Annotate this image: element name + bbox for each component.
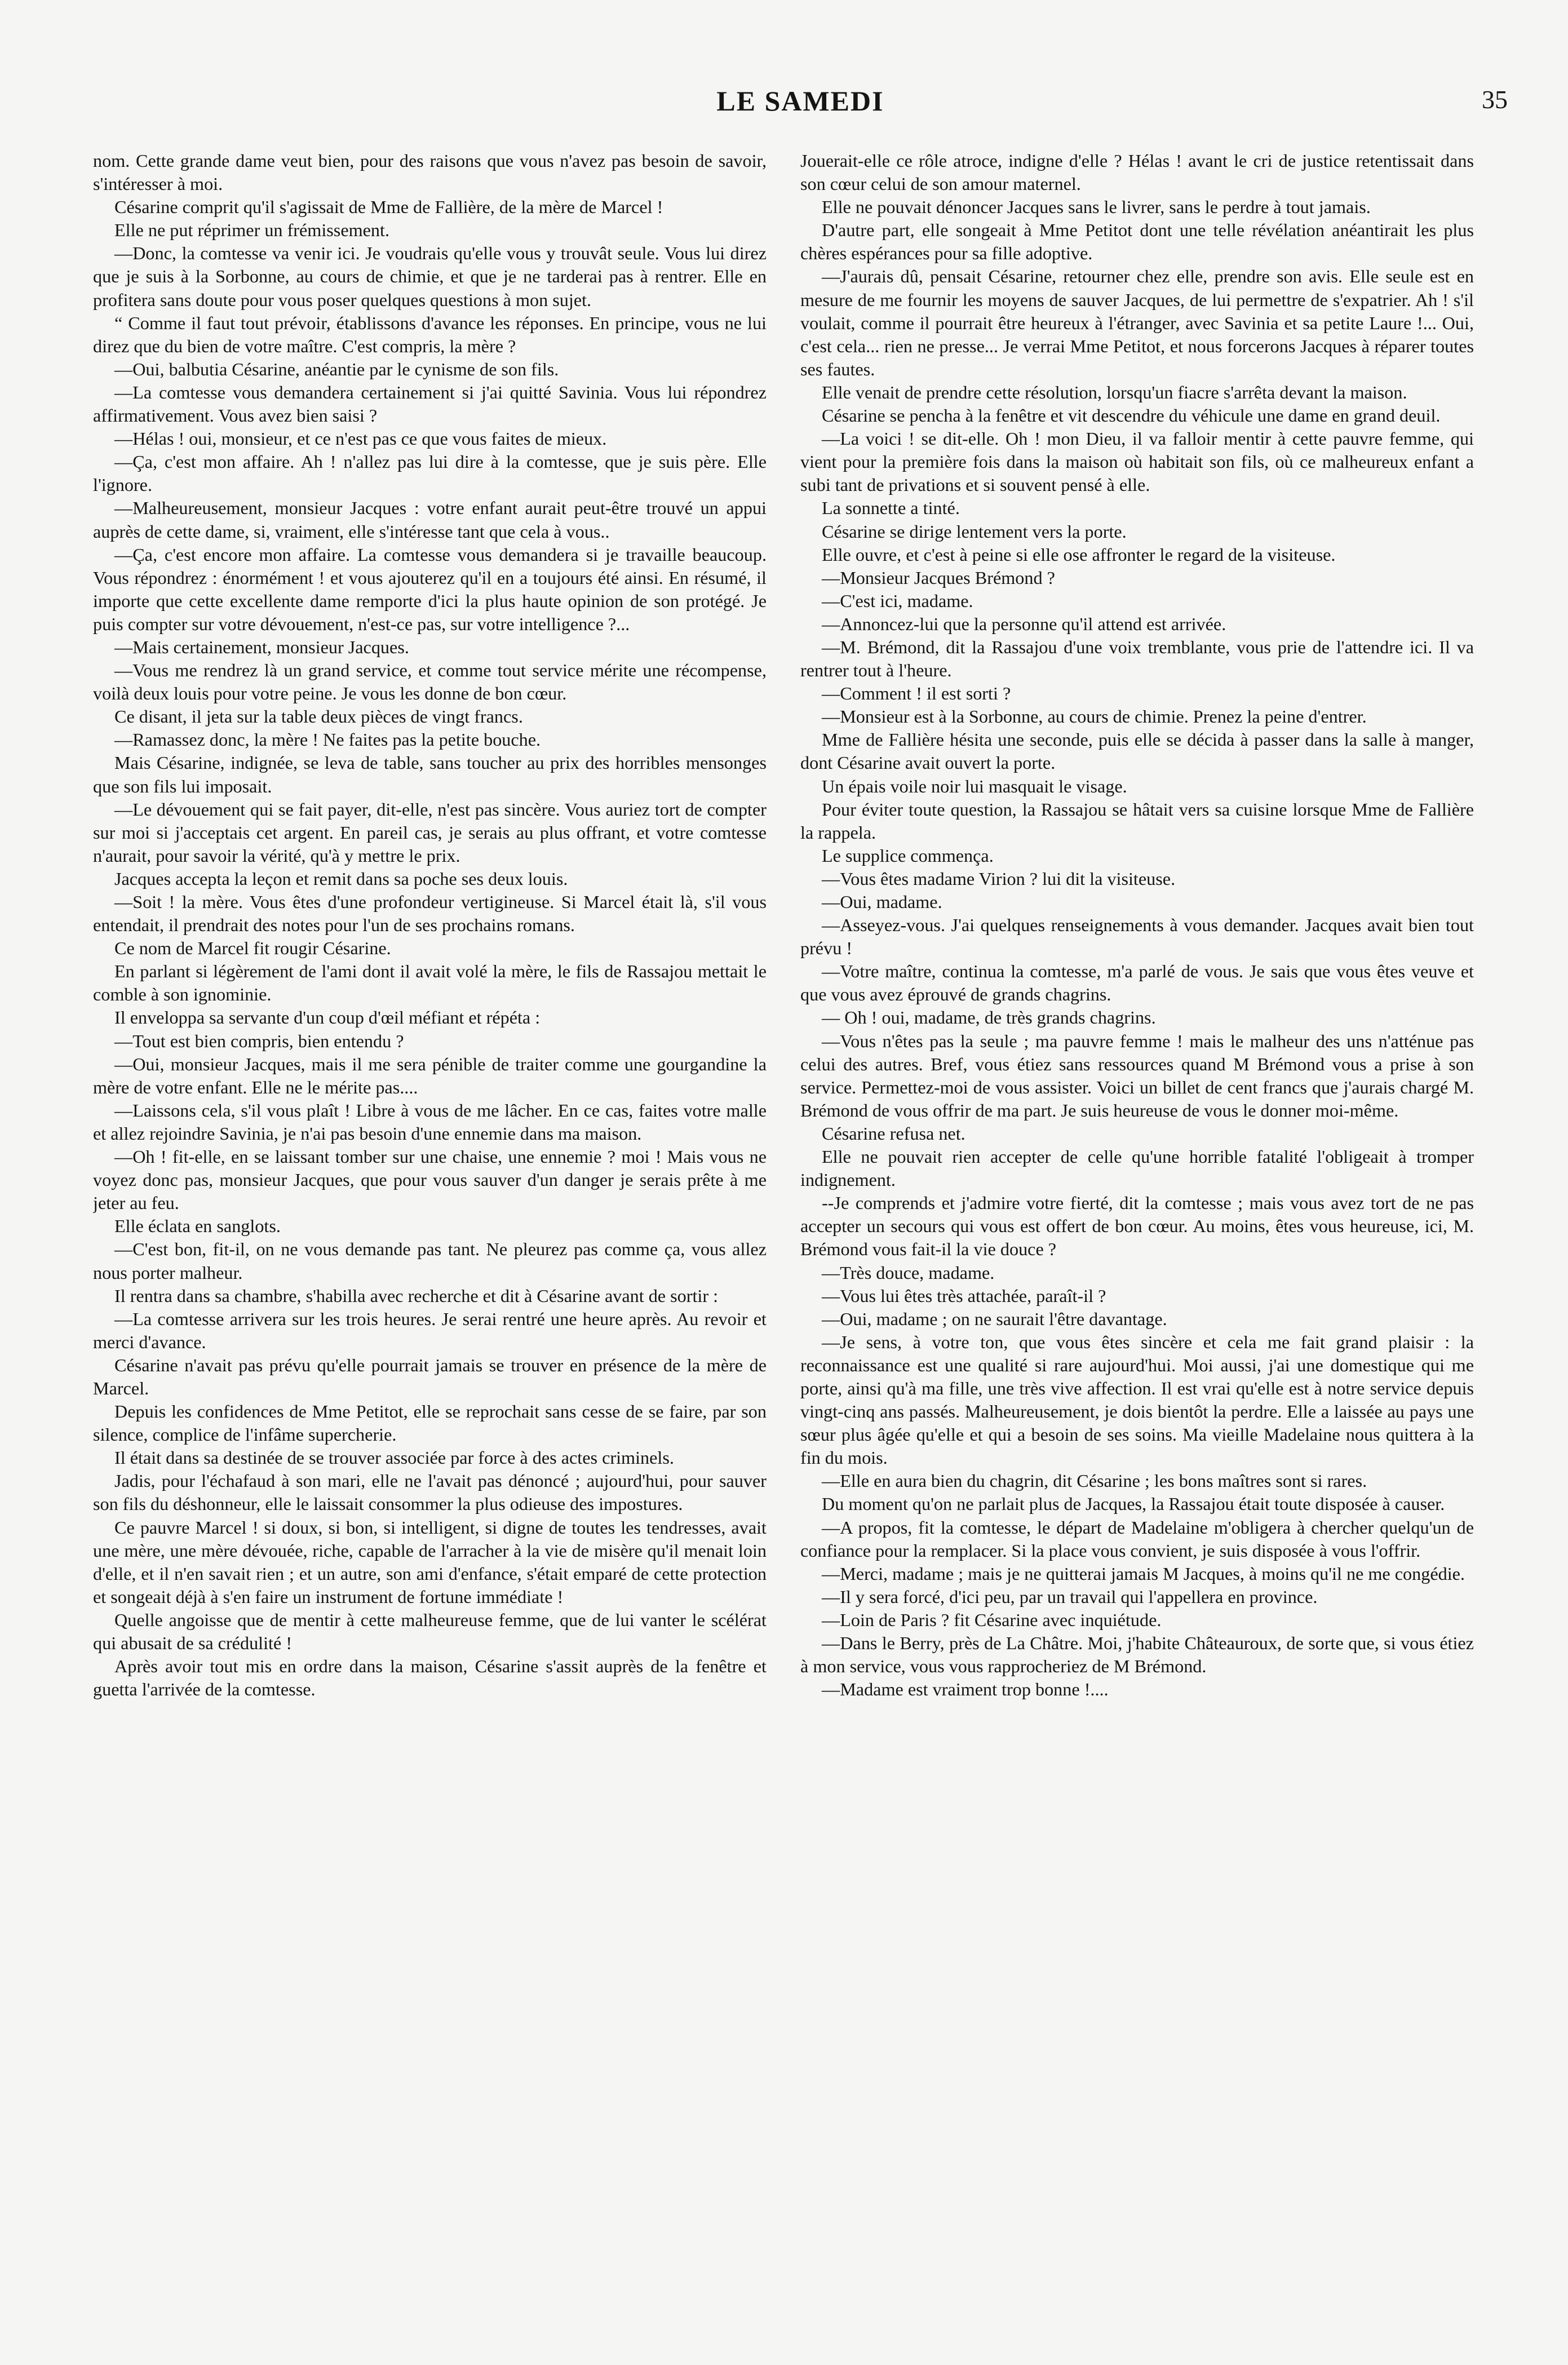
paragraph: Ce disant, il jeta sur la table deux pièces de vingt francs. [114,706,523,727]
paragraph: Jacques accepta la leçon et remit dans sa poche ses deux louis. [114,868,568,889]
paragraph: —Vous êtes madame Virion ? lui dit la visiteuse. [822,868,1176,889]
paragraph: —Il y sera forcé, d'ici peu, par un travail qui l'appellera en province. [822,1586,1318,1607]
paragraph: —Ça, c'est encore mon affaire. La comtesse vous demandera si je travaille beaucoup. Vous répondrez : énormément ! et vous ajouterez qu'il en a toujours été ainsi. En résumé, il importe que cette excellente dame remporte d'ici la plus haute opinion de son protégé. Je puis compter sur votre dévouement, n'est-ce pas, sur votre intelligence ?... [93,544,767,634]
paragraph: —Madame est vraiment trop bonne !.... [822,1679,1109,1700]
paragraph: —Vous lui êtes très attachée, paraît-il ? [822,1285,1106,1306]
right-text-column [800,149,1474,2325]
paragraph: —Oui, madame. [822,892,942,912]
page-header [93,85,1508,124]
paragraph: —Soit ! la mère. Vous êtes d'une profondeur vertigineuse. Si Marcel était là, s'il vous entendait, il prendrait des notes pour l'un de ses prochains romans. [93,892,767,936]
paragraph: Un épais voile noir lui masquait le visage. [822,776,1127,796]
paragraph: Césarine refusa net. [822,1123,965,1144]
paragraph: —La voici ! se dit-elle. Oh ! mon Dieu, il va falloir mentir à cette pauvre femme, qui vient pour la première fois dans la maison où habitait son fils, où ce malheureux enfant a subi tant de privations et si souvent pensé à elle. [800,428,1474,495]
paragraph: —Votre maître, continua la comtesse, m'a parlé de vous. Je sais que vous êtes veuve et que vous avez éprouvé de grands chagrins. [800,961,1474,1005]
left-text-column [93,149,767,2325]
paragraph: Le supplice commença. [822,845,994,866]
paragraph: —Tout est bien compris, bien entendu ? [114,1030,404,1051]
paragraph: Après avoir tout mis en ordre dans la maison, Césarine s'assit auprès de la fenêtre et guetta l'arrivée de la comtesse. [93,1656,767,1700]
paragraph: Elle ouvre, et c'est à peine si elle ose affronter le regard de la visiteuse. [822,544,1336,565]
paragraph: Jouerait-elle ce rôle atroce, indigne d'elle ? Hélas ! avant le cri de justice retentissait dans son cœur celui de son amour maternel. [800,150,1474,194]
paragraph: Jadis, pour l'échafaud à son mari, elle ne l'avait pas dénoncé ; aujourd'hui, pour sauver son fils du déshonneur, elle le laissait consommer la plus odieuse des impostures. [93,1471,767,1514]
paragraph: Elle ne pouvait rien accepter de celle qu'une horrible fatalité l'obligeait à tromper indignement. [800,1146,1474,1190]
paragraph: Elle ne pouvait dénoncer Jacques sans le livrer, sans le perdre à tout jamais. [822,197,1371,218]
paragraph: Quelle angoisse que de mentir à cette malheureuse femme, que de lui vanter le scélérat qui abusait de sa crédulité ! [93,1609,767,1653]
paragraph: —Annoncez-lui que la personne qu'il attend est arrivée. [822,613,1226,634]
paragraph: —Malheureusement, monsieur Jacques : votre enfant aurait peut-être trouvé un appui auprès de cette dame, si, vraiment, elle s'intéresse tant que cela à vous.. [93,498,767,542]
paragraph: —Asseyez-vous. J'ai quelques renseignements à vous demander. Jacques avait bien tout prévu ! [800,915,1474,959]
paragraph: Césarine se dirige lentement vers la porte. [822,521,1127,542]
paragraph: D'autre part, elle songeait à Mme Petitot dont une telle révélation anéantirait les plus chères espérances pour sa fille adoptive. [800,220,1474,264]
paragraph: Pour éviter toute question, la Rassajou se hâtait vers sa cuisine lorsque Mme de Fallière la rappela. [800,799,1474,843]
paragraph: Césarine comprit qu'il s'agissait de Mme de Fallière, de la mère de Marcel ! [114,197,663,218]
paragraph: —Ça, c'est mon affaire. Ah ! n'allez pas lui dire à la comtesse, que je suis père. Elle l'ignore. [93,451,767,495]
paragraph: Elle éclata en sanglots. [114,1216,281,1237]
paragraph: —C'est ici, madame. [822,590,973,611]
paragraph: Il rentra dans sa chambre, s'habilla avec recherche et dit à Césarine avant de sortir : [114,1285,719,1306]
paragraph: —Hélas ! oui, monsieur, et ce n'est pas ce que vous faites de mieux. [114,428,607,449]
paragraph: —Mais certainement, monsieur Jacques. [114,636,409,657]
paragraph: —Loin de Paris ? fit Césarine avec inquiétude. [822,1609,1162,1630]
paragraph: —Vous me rendrez là un grand service, et comme tout service mérite une récompense, voilà deux louis pour votre peine. Je vous les donne de bon cœur. [93,660,767,704]
paragraph: —Très douce, madame. [822,1262,995,1283]
paragraph: —Comment ! il est sorti ? [822,683,1011,704]
paragraph: —Laissons cela, s'il vous plaît ! Libre à vous de me lâcher. En ce cas, faites votre malle et allez rejoindre Savinia, je n'ai pas besoin d'une ennemie dans ma maison. [93,1100,767,1144]
paragraph: “ Comme il faut tout prévoir, établissons d'avance les réponses. En principe, vous ne lui direz que du bien de votre maître. C'est compris, la mère ? [93,312,767,356]
paragraph: Depuis les confidences de Mme Petitot, elle se reprochait sans cesse de se faire, par son silence, complice de l'infâme supercherie. [93,1401,767,1445]
paragraph: nom. Cette grande dame veut bien, pour des raisons que vous n'avez pas besoin de savoir, s'intéresser à moi. [93,150,767,194]
paragraph: Ce pauvre Marcel ! si doux, si bon, si intelligent, si digne de toutes les tendresses, avait une mère, une mère dévouée, riche, capable de l'arracher à la vie de misère qu'il menait loin d'elle, et il n'en savait rien ; et un autre, son ami d'enfance, s'était emparé de cette protection et songeait déjà à s'en faire un instrument de fortune immédiate ! [93,1517,767,1607]
paragraph: Il était dans sa destinée de se trouver associée par force à des actes criminels. [114,1447,674,1468]
paragraph: Elle venait de prendre cette résolution, lorsqu'un fiacre s'arrêta devant la maison. [822,382,1407,402]
paragraph: —La comtesse vous demandera certainement si j'ai quitté Savinia. Vous lui répondrez affirmativement. Vous avez bien saisi ? [93,382,767,426]
paragraph: Mme de Fallière hésita une seconde, puis elle se décida à passer dans la salle à manger, dont Césarine avait ouvert la porte. [800,729,1474,773]
paragraph: —J'aurais dû, pensait Césarine, retourner chez elle, prendre son avis. Elle seule est en mesure de me fournir les moyens de sauver Jacques, de lui permettre de s'expatrier. Ah ! s'il voulait, comme il pourrait être heureux à l'étranger, avec Savinia et sa petite Laure !... Oui, c'est cela... rien ne presse... Je verrai Mme Petitot, et nous forcerons Jacques à réparer toutes ses fautes. [800,266,1474,379]
paragraph: —Oui, balbutia Césarine, anéantie par le cynisme de son fils. [114,358,559,379]
paragraph: —Monsieur est à la Sorbonne, au cours de chimie. Prenez la peine d'entrer. [822,706,1367,727]
paragraph: —Ramassez donc, la mère ! Ne faites pas la petite bouche. [114,729,541,750]
paragraph: —M. Brémond, dit la Rassajou d'une voix tremblante, vous prie de l'attendre ici. Il va rentrer tout à l'heure. [800,636,1474,681]
paragraph: —Vous n'êtes pas la seule ; ma pauvre femme ! mais le malheur des uns n'atténue pas celui des autres. Bref, vous étiez sans ressources quand M Brémond vous a prise à son service. Permettez-moi de vous assister. Voici un billet de cent francs que j'aurais chargé M. Brémond de vous offrir de ma part. Je suis heureuse de vous le donner moi-même. [800,1030,1474,1121]
paragraph: — Oh ! oui, madame, de très grands chagrins. [822,1007,1156,1028]
paragraph: —Je sens, à votre ton, que vous êtes sincère et cela me fait grand plaisir : la reconnaissance est une qualité si rare aujourd'hui. Moi aussi, j'ai une domestique qui me porte, ainsi qu'à ma fille, une très vive affection. Il est vrai qu'elle est à notre service depuis vingt-cinq ans passés. Malheureusement, je dois bientôt la perdre. Elle a laissée au pays une sœur plus âgée qu'elle et qui a besoin de ses soins. Ma vieille Madelaine nous quittera à la fin du mois. [800,1331,1474,1468]
paragraph: —C'est bon, fit-il, on ne vous demande pas tant. Ne pleurez pas comme ça, vous allez nous porter malheur. [93,1239,767,1283]
paragraph: Du moment qu'on ne parlait plus de Jacques, la Rassajou était toute disposée à causer. [822,1494,1445,1514]
paragraph: Il enveloppa sa servante d'un coup d'œil méfiant et répéta : [114,1007,541,1028]
paragraph: —Oh ! fit-elle, en se laissant tomber sur une chaise, une ennemie ? moi ! Mais vous ne voyez donc pas, monsieur Jacques, que pour vous sauver d'un danger je serais prête à me jeter au feu. [93,1146,767,1213]
paragraph: Césarine n'avait pas prévu qu'elle pourrait jamais se trouver en présence de la mère de Marcel. [93,1354,767,1398]
page-number: 35 [1482,85,1508,114]
paragraph: —Monsieur Jacques Brémond ? [822,567,1055,588]
page-title: LE SAMEDI [716,85,884,117]
paragraph: Mais Césarine, indignée, se leva de table, sans toucher au prix des horribles mensonges que son fils lui imposait. [93,752,767,796]
paragraph: —La comtesse arrivera sur les trois heures. Je serai rentré une heure après. Au revoir et merci d'avance. [93,1308,767,1352]
paragraph: —A propos, fit la comtesse, le départ de Madelaine m'obligera à chercher quelqu'un de confiance pour la remplacer. Si la place vous convient, je suis disposée à vous l'offrir. [800,1517,1474,1561]
paragraph: —Elle en aura bien du chagrin, dit Césarine ; les bons maîtres sont si rares. [822,1471,1367,1491]
paragraph: En parlant si légèrement de l'ami dont il avait volé la mère, le fils de Rassajou mettait le comble à son ignominie. [93,961,767,1005]
paragraph: —Dans le Berry, près de La Châtre. Moi, j'habite Châteauroux, de sorte que, si vous étiez à mon service, vous vous rapprocheriez de M Brémond. [800,1633,1474,1677]
paragraph: Césarine se pencha à la fenêtre et vit descendre du véhicule une dame en grand deuil. [822,405,1441,426]
paragraph: La sonnette a tinté. [822,498,960,519]
paragraph: —Oui, monsieur Jacques, mais il me sera pénible de traiter comme une gourgandine la mère de votre enfant. Elle ne le mérite pas.... [93,1053,767,1097]
paragraph: Elle ne put réprimer un frémissement. [114,220,390,241]
paragraph: --Je comprends et j'admire votre fierté, dit la comtesse ; mais vous avez tort de ne pas accepter un secours qui vous est offert de bon cœur. Au moins, êtes vous heureuse, ici, M. Brémond vous fait-il la vie douce ? [800,1193,1474,1260]
paragraph: —Donc, la comtesse va venir ici. Je voudrais qu'elle vous y trouvât seule. Vous lui direz que je suis à la Sorbonne, au cours de chimie, et que je ne tarderai pas à rentrer. Elle en profitera sans doute pour vous poser quelques questions à mon sujet. [93,243,767,310]
paragraph: —Oui, madame ; on ne saurait l'être davantage. [822,1308,1167,1329]
paragraph: —Le dévouement qui se fait payer, dit-elle, n'est pas sincère. Vous auriez tort de compter sur moi si j'acceptais cet argent. En pareil cas, je serais au plus offrant, et votre comtesse n'aurait, pour savoir la vérité, qu'à y mettre le prix. [93,799,767,866]
paragraph: —Merci, madame ; mais je ne quitterai jamais M Jacques, à moins qu'il ne me congédie. [822,1563,1465,1584]
paragraph: Ce nom de Marcel fit rougir Césarine. [114,938,391,959]
